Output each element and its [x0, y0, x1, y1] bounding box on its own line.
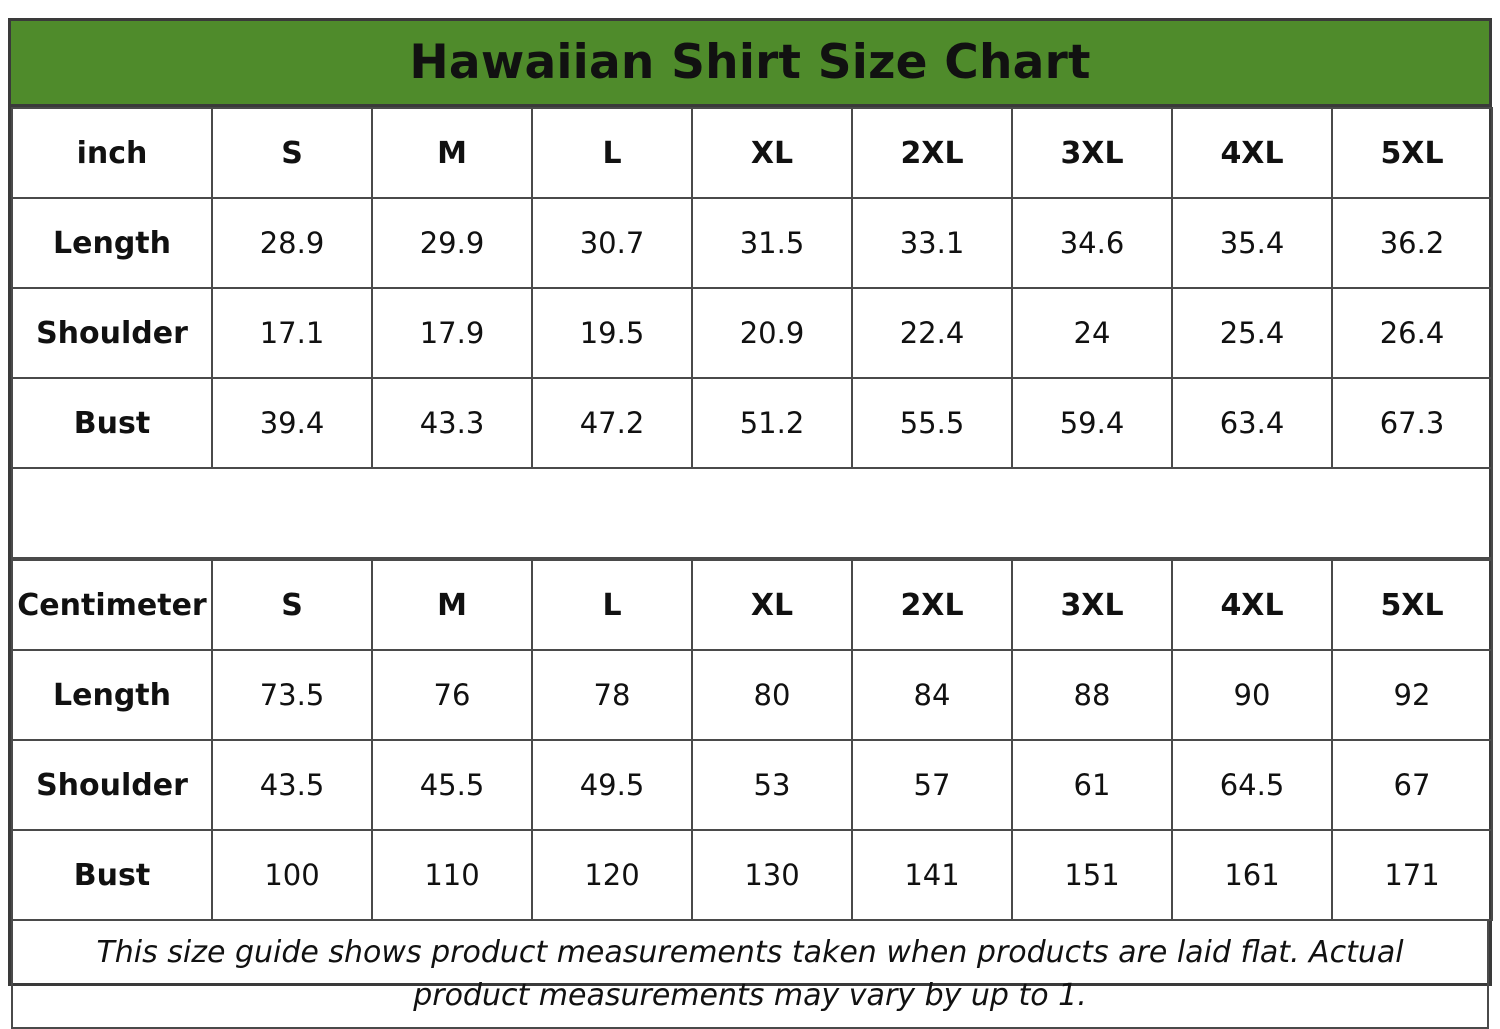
unit-label-centimeter: Centimeter	[12, 560, 212, 650]
chart-title-bar	[11, 21, 1489, 107]
cell-cm-bust-2xl: 141	[852, 830, 1012, 920]
row-label-cm-length: Length	[12, 650, 212, 740]
column-header-s: S	[212, 108, 372, 198]
cell-cm-bust-5xl: 171	[1332, 830, 1492, 920]
cell-inch-bust-l: 47.2	[532, 378, 692, 468]
cell-inch-shoulder-5xl: 26.4	[1332, 288, 1492, 378]
cell-inch-shoulder-s: 17.1	[212, 288, 372, 378]
cell-inch-shoulder-xl: 20.9	[692, 288, 852, 378]
cell-inch-bust-3xl: 59.4	[1012, 378, 1172, 468]
cell-cm-length-3xl: 88	[1012, 650, 1172, 740]
column-header-cm-s: S	[212, 560, 372, 650]
row-label-bust: Bust	[12, 378, 212, 468]
cell-inch-shoulder-2xl: 22.4	[852, 288, 1012, 378]
size-guide-note-text: This size guide shows product measurements taken when products are laid flat. Actual product measurements may vary by up to 1.	[96, 934, 1404, 1013]
table-row	[12, 288, 1492, 378]
cell-cm-length-4xl: 90	[1172, 650, 1332, 740]
cell-inch-length-m: 29.9	[372, 198, 532, 288]
column-header-cm-3xl: 3XL	[1012, 560, 1172, 650]
cell-cm-length-5xl: 92	[1332, 650, 1492, 740]
column-header-m: M	[372, 108, 532, 198]
inch-size-table	[11, 107, 1493, 559]
column-header-4xl: 4XL	[1172, 108, 1332, 198]
page-title: Hawaiian Shirt Size Chart	[409, 35, 1091, 90]
table-spacer-row	[12, 468, 1492, 558]
cell-inch-bust-2xl: 55.5	[852, 378, 1012, 468]
cell-cm-length-s: 73.5	[212, 650, 372, 740]
cell-cm-length-m: 76	[372, 650, 532, 740]
cell-inch-shoulder-4xl: 25.4	[1172, 288, 1332, 378]
cell-cm-shoulder-xl: 53	[692, 740, 852, 830]
cell-cm-shoulder-s: 43.5	[212, 740, 372, 830]
table-row	[12, 198, 1492, 288]
cell-inch-length-3xl: 34.6	[1012, 198, 1172, 288]
column-header-xl: XL	[692, 108, 852, 198]
row-label-shoulder: Shoulder	[12, 288, 212, 378]
cell-inch-length-4xl: 35.4	[1172, 198, 1332, 288]
column-header-cm-m: M	[372, 560, 532, 650]
cell-inch-bust-s: 39.4	[212, 378, 372, 468]
cell-inch-shoulder-3xl: 24	[1012, 288, 1172, 378]
column-header-cm-5xl: 5XL	[1332, 560, 1492, 650]
cell-cm-shoulder-3xl: 61	[1012, 740, 1172, 830]
cell-cm-bust-l: 120	[532, 830, 692, 920]
column-header-cm-l: L	[532, 560, 692, 650]
table-row	[12, 830, 1492, 920]
cell-cm-length-2xl: 84	[852, 650, 1012, 740]
spacer-cell	[12, 468, 1492, 558]
cell-cm-bust-xl: 130	[692, 830, 852, 920]
column-header-cm-4xl: 4XL	[1172, 560, 1332, 650]
column-header-2xl: 2XL	[852, 108, 1012, 198]
column-header-5xl: 5XL	[1332, 108, 1492, 198]
cell-cm-length-xl: 80	[692, 650, 852, 740]
centimeter-size-table	[11, 559, 1493, 921]
row-label-cm-shoulder: Shoulder	[12, 740, 212, 830]
cell-cm-length-l: 78	[532, 650, 692, 740]
size-guide-note	[11, 921, 1489, 1029]
cell-inch-length-l: 30.7	[532, 198, 692, 288]
cell-inch-shoulder-l: 19.5	[532, 288, 692, 378]
cell-inch-length-5xl: 36.2	[1332, 198, 1492, 288]
size-chart-container	[8, 18, 1492, 1013]
table-row	[12, 740, 1492, 830]
unit-label-inch: inch	[12, 108, 212, 198]
column-header-l: L	[532, 108, 692, 198]
column-header-cm-2xl: 2XL	[852, 560, 1012, 650]
table-row	[12, 650, 1492, 740]
table-header-row	[12, 108, 1492, 198]
cell-inch-length-xl: 31.5	[692, 198, 852, 288]
cell-cm-bust-3xl: 151	[1012, 830, 1172, 920]
cell-cm-shoulder-m: 45.5	[372, 740, 532, 830]
row-label-cm-bust: Bust	[12, 830, 212, 920]
table-header-row	[12, 560, 1492, 650]
cell-cm-shoulder-l: 49.5	[532, 740, 692, 830]
cell-inch-bust-4xl: 63.4	[1172, 378, 1332, 468]
cell-cm-shoulder-5xl: 67	[1332, 740, 1492, 830]
cell-inch-length-2xl: 33.1	[852, 198, 1012, 288]
column-header-cm-xl: XL	[692, 560, 852, 650]
cell-cm-shoulder-4xl: 64.5	[1172, 740, 1332, 830]
cell-inch-bust-5xl: 67.3	[1332, 378, 1492, 468]
column-header-3xl: 3XL	[1012, 108, 1172, 198]
cell-cm-bust-4xl: 161	[1172, 830, 1332, 920]
cell-inch-length-s: 28.9	[212, 198, 372, 288]
cell-inch-shoulder-m: 17.9	[372, 288, 532, 378]
row-label-length: Length	[12, 198, 212, 288]
cell-inch-bust-xl: 51.2	[692, 378, 852, 468]
table-row	[12, 378, 1492, 468]
cell-cm-bust-s: 100	[212, 830, 372, 920]
cell-inch-bust-m: 43.3	[372, 378, 532, 468]
cell-cm-bust-m: 110	[372, 830, 532, 920]
cell-cm-shoulder-2xl: 57	[852, 740, 1012, 830]
